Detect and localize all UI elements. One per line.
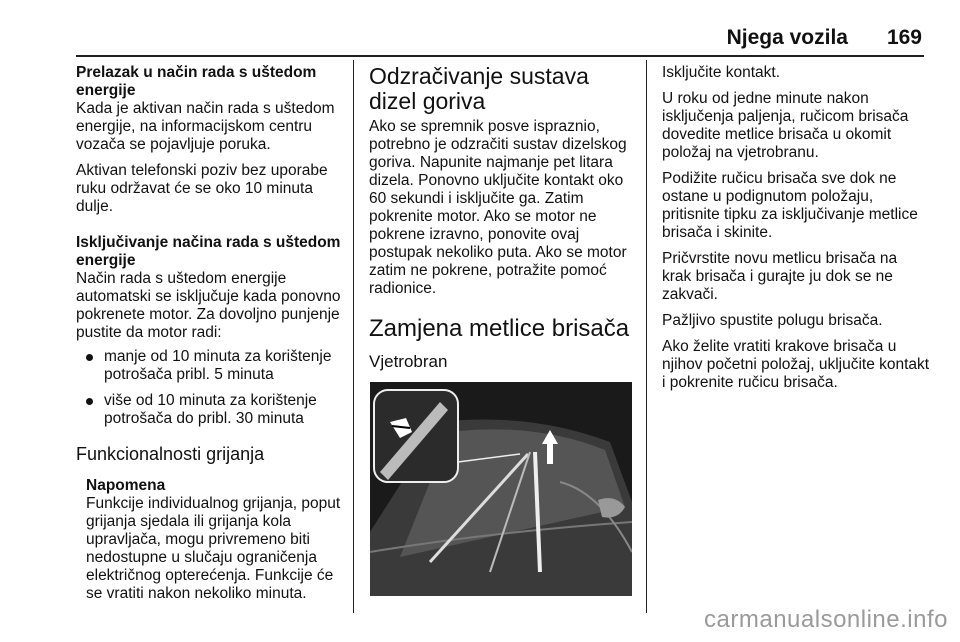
paragraph: Pažljivo spustite polugu brisača. <box>662 312 883 329</box>
paragraph: Kada je aktivan način rada s uštedom energije, na informacijskom centru vozača se pojavljuje poruka. <box>76 100 335 153</box>
page-header <box>0 26 960 52</box>
note-label: Napomena <box>86 477 166 494</box>
page-number: 169 <box>886 26 922 49</box>
paragraph: Način rada s uštedom energije automatski se isključuje kada ponovno pokrenete motor. Za dovoljno punjenje pustite da motor radi: <box>76 270 341 341</box>
heading-energy-saving-mode: Prelazak u način rada s uštedom energije <box>76 64 317 99</box>
column-divider-2 <box>646 60 647 613</box>
heading-windscreen: Vjetrobran <box>369 352 448 371</box>
wiper-illustration <box>370 382 632 596</box>
wiper-figure-svg <box>370 382 632 596</box>
paragraph: Podižite ručicu brisača sve dok ne ostane u podignutom položaju, pritisnite tipku za isključivanje metlice brisača i skinite. <box>662 170 918 241</box>
note-text: Funkcije individualnog grijanja, poput grijanja sjedala ili grijanja kola upravljača, mogu privremeno biti nedostupne u slučaju ograničenja električnog opterećenja. Funkcije će se vratiti nakon nekoliko minuta. <box>86 495 341 602</box>
header-rule <box>76 55 924 57</box>
heading-diesel-bleeding: Odzračivanje sustava dizel goriva <box>369 63 589 114</box>
paragraph: Pričvrstite novu metlicu brisača na krak brisača i gurajte ju dok se ne zakvači. <box>662 250 898 303</box>
paragraph: Ako želite vratiti krakove brisača u njihov početni položaj, uključite kontakt i pokrenite ručicu brisača. <box>662 338 930 391</box>
heading-disable-energy-saving: Isključivanje načina rada s uštedom energije <box>76 234 341 269</box>
paragraph: Isključite kontakt. <box>662 64 781 81</box>
paragraph: Ako se spremnik posve ispraznio, potrebno je odzračiti sustav dizelskog goriva. Napunite najmanje pet litara dizela. Ponovno uključite kontakt oko 60 sekundi i isključite ga. Zatim pokrenite motor. Ako se motor ne pokrene izravno, ponovite ovaj postupak nekoliko puta. Ako se motor zatim ne pokrene, potražite pomoć radionice. <box>369 118 627 297</box>
column-3 <box>662 64 930 400</box>
list-item: manje od 10 minuta za korištenje potrošača pribl. 5 minuta <box>76 348 344 384</box>
column-2 <box>369 64 637 381</box>
heading-heating-functions: Funkcionalnosti grijanja <box>76 444 265 464</box>
paragraph: U roku od jedne minute nakon isključenja paljenja, ručicom brisača dovedite metlice brisača u okomit položaj na vjetrobranu. <box>662 90 909 161</box>
column-divider-1 <box>353 60 354 613</box>
section-title: Njega vozila <box>726 26 848 49</box>
list-item: više od 10 minuta za korištenje potrošača do pribl. 30 minuta <box>76 392 344 428</box>
watermark: carmanualsonline.info <box>704 606 948 633</box>
heading-wiper-blade-replacement: Zamjena metlice brisača <box>369 315 630 342</box>
bullet-list <box>76 348 344 428</box>
column-1 <box>76 64 344 603</box>
paragraph: Aktivan telefonski poziv bez uporabe ruku održavat će se oko 10 minuta dulje. <box>76 162 328 215</box>
note-box <box>86 477 344 603</box>
